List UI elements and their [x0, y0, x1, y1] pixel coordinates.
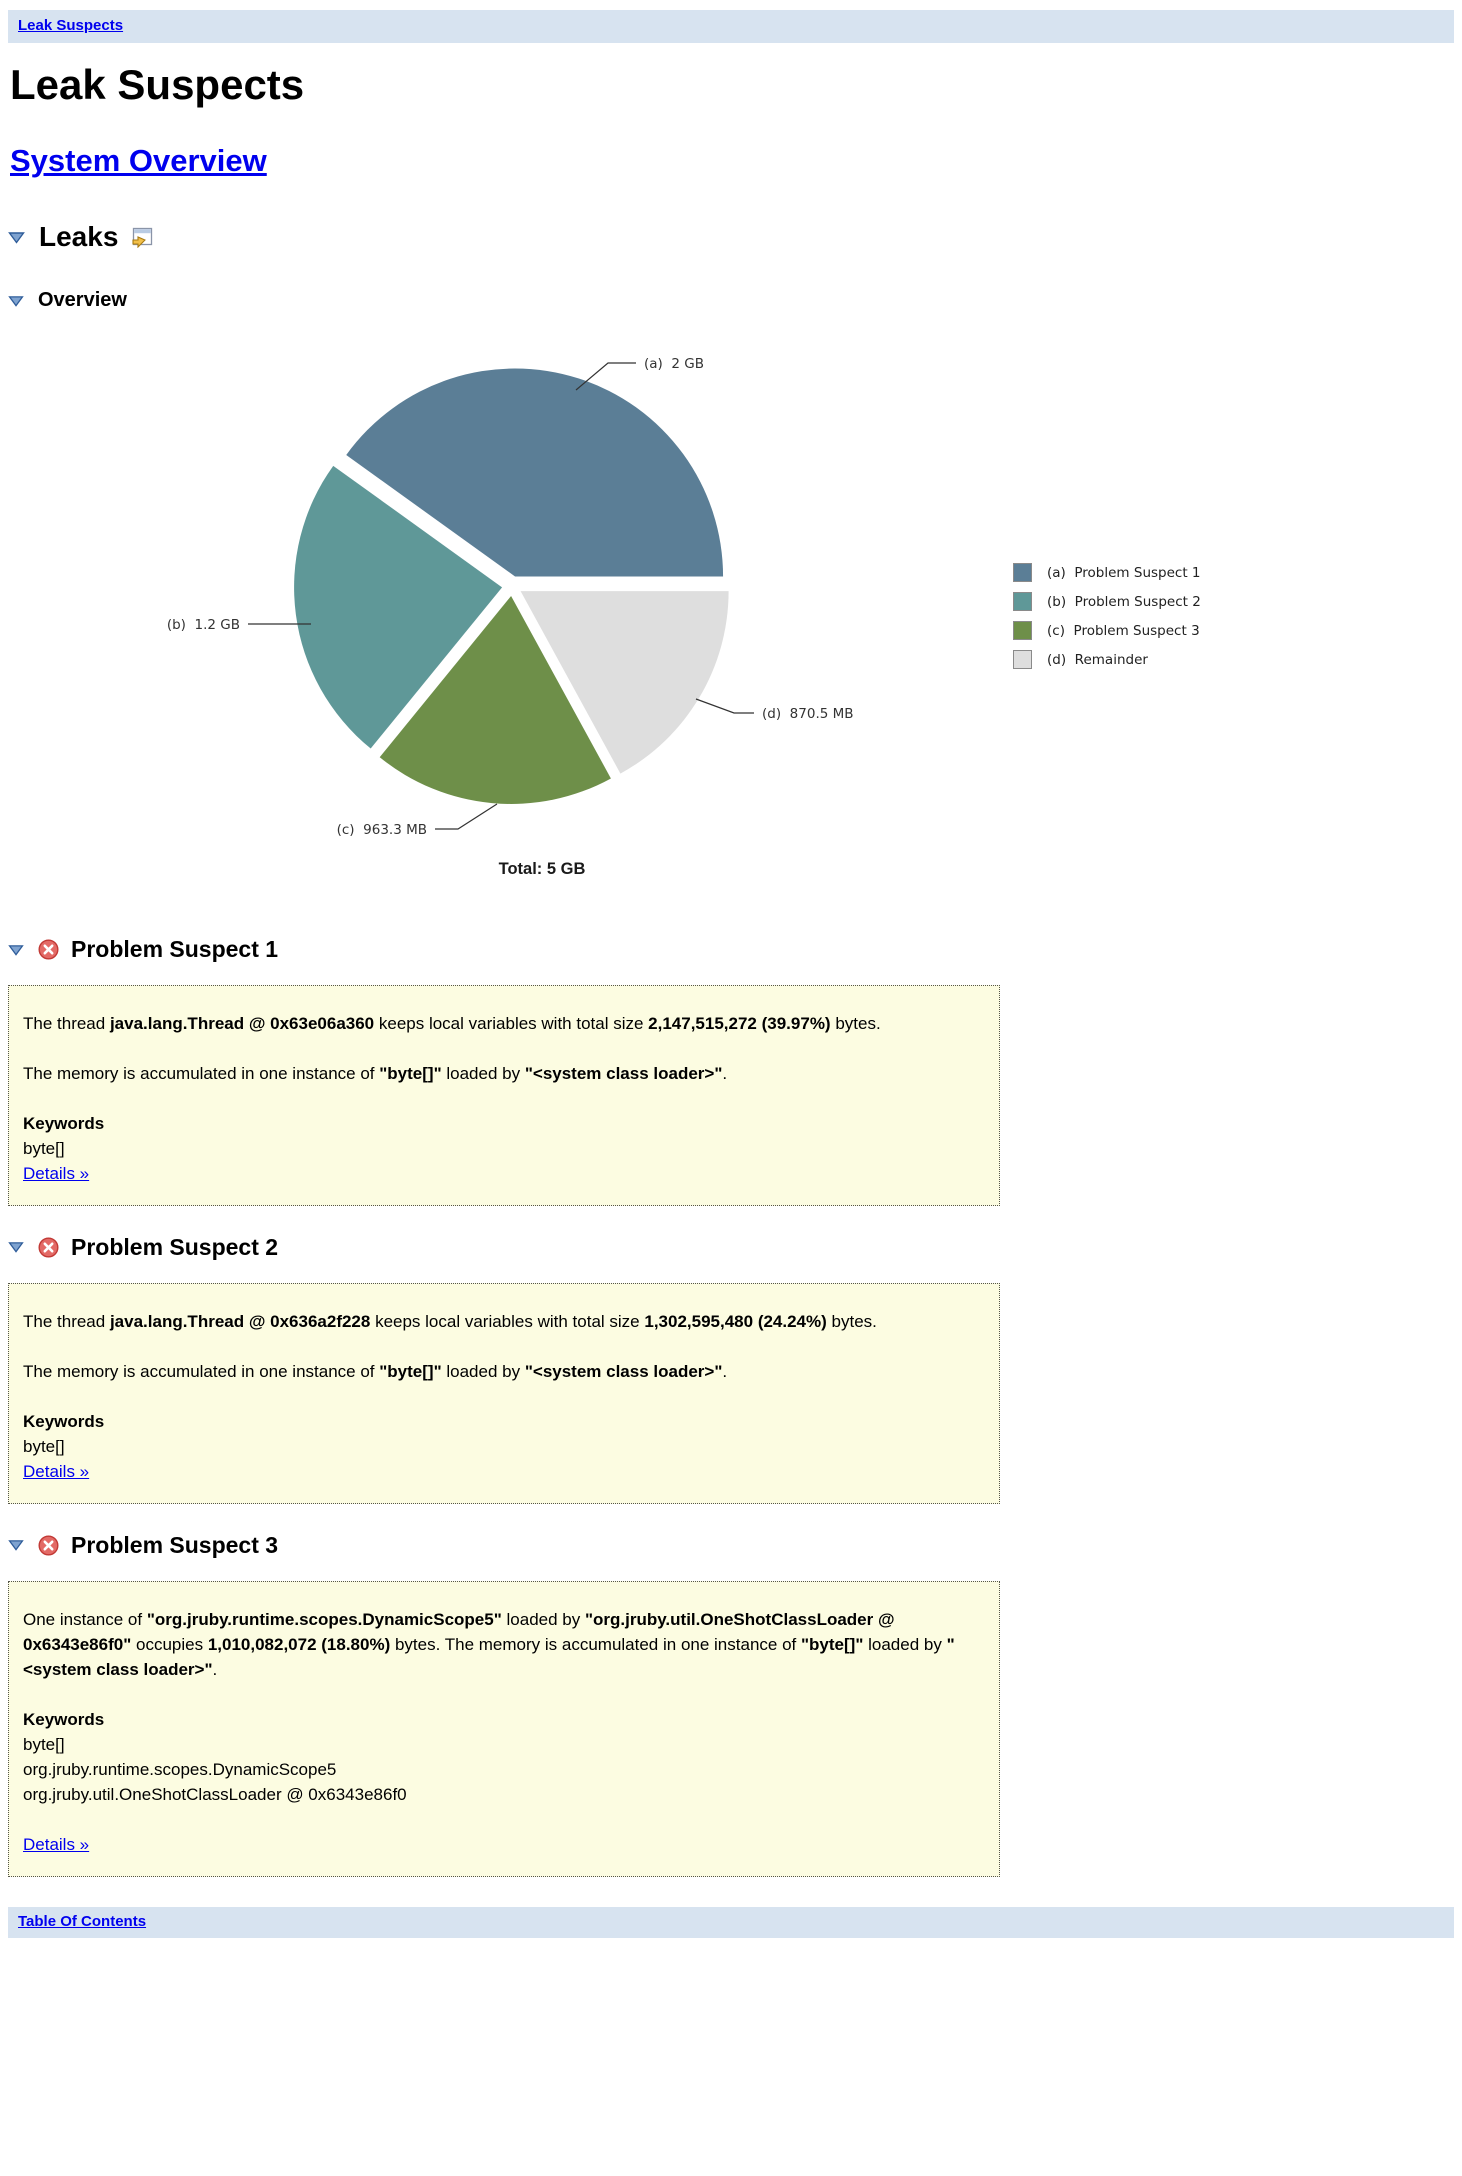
suspect-1-paragraph: The memory is accumulated in one instance of "byte[]" loaded by "<system class loader>".	[23, 1063, 728, 1083]
collapse-triangle-icon[interactable]	[8, 231, 25, 244]
collapse-triangle-icon[interactable]	[8, 1241, 24, 1253]
suspect-1-heading-label: Problem Suspect 1	[71, 936, 279, 962]
suspect-2-paragraph: The thread java.lang.Thread @ 0x636a2f228 keeps local variables with total size 1,302,595,480 (24.24%) bytes.	[23, 1311, 877, 1331]
pie-chart-svg	[8, 336, 1008, 898]
error-icon	[38, 1237, 59, 1258]
top-nav-bar	[8, 10, 1454, 43]
callout-label-c: (c) 963.3 MB	[336, 822, 427, 838]
legend-label-a: (a) Problem Suspect 1	[1047, 564, 1201, 581]
suspect-1-paragraph: The thread java.lang.Thread @ 0x63e06a360 keeps local variables with total size 2,147,515,272 (39.97%) bytes.	[23, 1014, 881, 1033]
pie-legend	[1013, 558, 1201, 674]
callout-label-d: (d) 870.5 MB	[762, 706, 854, 722]
leaks-heading-label: Leaks	[39, 221, 119, 252]
suspect-3-box	[8, 1581, 1000, 1877]
page-title: Leak Suspects	[10, 61, 305, 108]
suspect-2-heading	[8, 1234, 1454, 1261]
suspect-3-heading-label: Problem Suspect 3	[71, 1531, 279, 1558]
suspect-2-heading-label: Problem Suspect 2	[71, 1233, 279, 1260]
keywords-list: byte[]	[23, 1436, 65, 1456]
suspect-2-paragraph: The memory is accumulated in one instance of "byte[]" loaded by "<system class loader>".	[23, 1361, 728, 1381]
legend-row-c	[1013, 616, 1201, 645]
overview-heading-label: Overview	[38, 289, 127, 311]
legend-row-a	[1013, 558, 1201, 587]
keywords-heading: Keywords	[23, 1709, 105, 1729]
legend-label-b: (b) Problem Suspect 2	[1047, 593, 1201, 610]
section-heading-leaks	[8, 221, 1454, 253]
legend-swatch-b	[1013, 592, 1032, 611]
suspect-1-box	[8, 985, 1000, 1206]
nav-leak-suspects-link[interactable]: Leak Suspects	[18, 17, 124, 34]
footer-toc-bar	[8, 1907, 1454, 1938]
legend-row-b	[1013, 587, 1201, 616]
suspect-1-details-link[interactable]: Details »	[23, 1163, 90, 1183]
collapse-triangle-icon[interactable]	[8, 1539, 24, 1551]
legend-row-d	[1013, 645, 1201, 674]
error-icon	[38, 939, 59, 960]
suspect-3-heading	[8, 1532, 1454, 1559]
legend-swatch-d	[1013, 650, 1032, 669]
system-overview-link[interactable]: System Overview	[10, 143, 267, 178]
leaks-pie-chart	[8, 336, 1454, 898]
keywords-list: byte[]	[23, 1138, 65, 1158]
legend-label-d: (d) Remainder	[1047, 651, 1148, 668]
collapse-triangle-icon[interactable]	[8, 295, 24, 307]
bottom-whitespace	[8, 1938, 1454, 1994]
suspect-3-paragraph: One instance of "org.jruby.runtime.scopes.DynamicScope5" loaded by "org.jruby.util.OneShotClassLoader @ 0x6343e86f0" occupies 1,010,082,072 (18.80%) bytes. The memory is accumulated in one instance of "byte[]" loaded by "<system class loader>".	[23, 1609, 955, 1679]
keywords-heading: Keywords	[23, 1411, 105, 1431]
leader-line-c	[435, 804, 497, 829]
suspect-3-details-link[interactable]: Details »	[23, 1834, 90, 1854]
suspect-2-box	[8, 1283, 1000, 1504]
pie-slices	[294, 368, 729, 803]
suspect-2-details-link[interactable]: Details »	[23, 1461, 90, 1481]
open-in-mat-icon[interactable]	[130, 227, 153, 248]
callout-label-a: (a) 2 GB	[644, 356, 704, 372]
callout-label-b: (b) 1.2 GB	[166, 617, 240, 633]
legend-swatch-a	[1013, 563, 1032, 582]
leader-line-d	[696, 699, 754, 713]
table-of-contents-link[interactable]: Table Of Contents	[18, 1912, 147, 1930]
error-icon	[38, 1535, 59, 1556]
legend-swatch-c	[1013, 621, 1032, 640]
legend-label-c: (c) Problem Suspect 3	[1047, 622, 1200, 639]
section-heading-overview	[8, 289, 1454, 312]
keywords-heading: Keywords	[23, 1113, 105, 1133]
suspect-1-heading	[8, 936, 1454, 963]
pie-total-label: Total: 5 GB	[498, 860, 586, 878]
keywords-list: byte[] org.jruby.runtime.scopes.DynamicScope5 org.jruby.util.OneShotClassLoader @ 0x6343e86f0	[23, 1734, 407, 1804]
collapse-triangle-icon[interactable]	[8, 944, 24, 956]
